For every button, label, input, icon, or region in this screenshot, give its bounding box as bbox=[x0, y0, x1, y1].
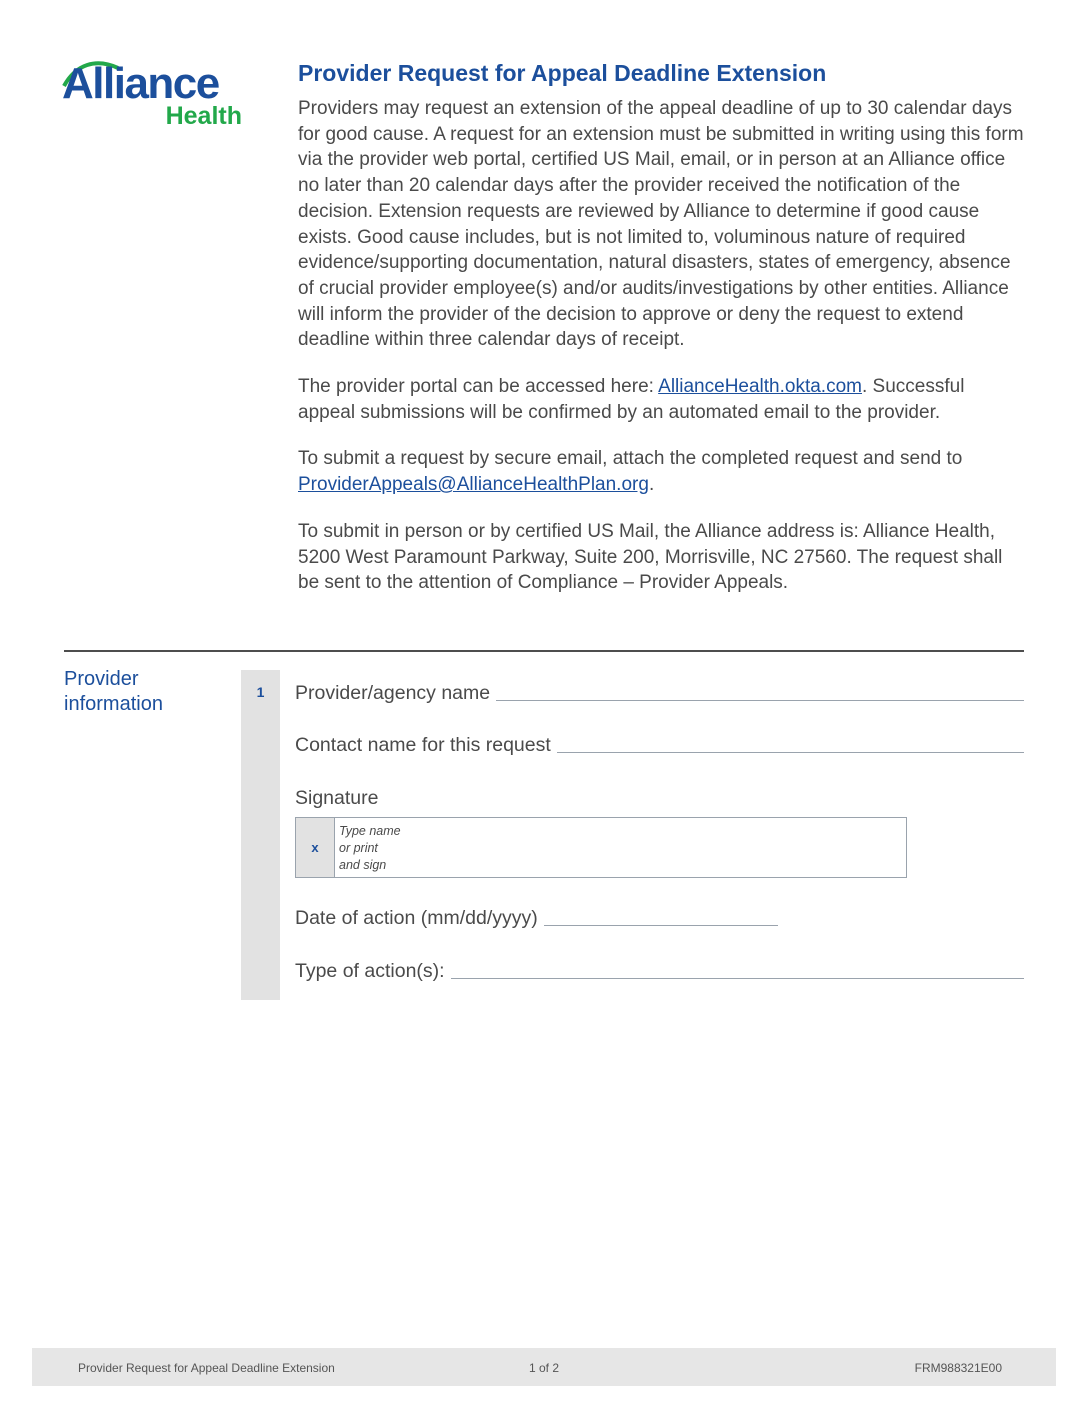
section-label-line-1: Provider bbox=[64, 668, 139, 690]
signature-hint-line-2: or print bbox=[339, 841, 378, 855]
footer-page-number: 1 of 2 bbox=[529, 1361, 560, 1375]
section-divider bbox=[64, 650, 1024, 652]
contact-name-label: Contact name for this request bbox=[295, 734, 551, 756]
alliance-health-logo bbox=[62, 58, 246, 130]
intro-paragraph-3 bbox=[298, 446, 1024, 497]
logo-wordmark: Alliance bbox=[62, 59, 219, 108]
intro-text bbox=[298, 96, 1024, 617]
signature-mark: x bbox=[296, 818, 335, 877]
step-gutter bbox=[241, 670, 280, 1000]
signature-hint-line-1: Type name bbox=[339, 824, 401, 838]
type-of-action-input-line[interactable] bbox=[451, 978, 1024, 979]
provider-name-field[interactable] bbox=[295, 682, 1024, 705]
page-footer bbox=[32, 1348, 1056, 1386]
signature-hint bbox=[335, 818, 401, 877]
type-of-action-label: Type of action(s): bbox=[295, 960, 445, 982]
portal-link[interactable]: AllianceHealth.okta.com bbox=[658, 376, 862, 398]
portal-text: The provider portal can be accessed here: bbox=[298, 376, 659, 398]
footer-form-code: FRM988321E00 bbox=[914, 1361, 1002, 1375]
date-of-action-field[interactable] bbox=[295, 907, 778, 930]
step-number: 1 bbox=[256, 684, 265, 700]
signature-hint-line-3: and sign bbox=[339, 858, 387, 872]
signature-label: Signature bbox=[295, 787, 379, 809]
section-label-line-2: information bbox=[64, 693, 163, 715]
email-text: To submit a request by secure email, attach the completed request and send to bbox=[298, 448, 963, 470]
contact-name-input-line[interactable] bbox=[557, 752, 1024, 753]
intro-paragraph-1: Providers may request an extension of the appeal deadline of up to 30 calendar days for good cause. A request for an extension must be submitted in writing using this form via the provider web portal, certified US Mail, email, or in person at an Alliance office no later than 20 calendar days after the provider received the notification of the decision. Extension requests are reviewed by Alliance to determine if good cause exists. Good cause includes, but is not limited to, voluminous nature of required evidence/supporting documentation, natural disasters, states of emergency, absence of crucial provider employee(s) and/or audits/investigations by other entities. Alliance will inform the provider of the decision to approve or deny the request to extend deadline within three calendar days of receipt. bbox=[298, 98, 1024, 351]
footer-title: Provider Request for Appeal Deadline Extension bbox=[78, 1361, 335, 1375]
intro-paragraph-4: To submit in person or by certified US Mail, the Alliance address is: Alliance Health, 5200 West Paramount Parkway, Suite 200, Morrisville, NC 27560. The request shall be sent to the attention of Compliance – Provider Appeals. bbox=[298, 520, 1003, 594]
section-label bbox=[64, 667, 214, 717]
portal-text-end: . Successful appeal submissions will be confirmed by an automated email to the provider. bbox=[298, 376, 965, 423]
contact-name-field[interactable] bbox=[295, 734, 1024, 757]
email-text-end: . bbox=[648, 474, 655, 496]
provider-name-label: Provider/agency name bbox=[295, 682, 491, 704]
date-of-action-input-line[interactable] bbox=[544, 925, 778, 926]
logo-subtitle: Health bbox=[165, 102, 242, 130]
page-title: Provider Request for Appeal Deadline Extension bbox=[298, 60, 827, 86]
intro-paragraph-2 bbox=[298, 374, 1024, 425]
email-link[interactable]: ProviderAppeals@AllianceHealthPlan.org bbox=[298, 474, 649, 496]
date-of-action-label: Date of action (mm/dd/yyyy) bbox=[295, 907, 538, 929]
provider-name-input-line[interactable] bbox=[496, 700, 1024, 701]
signature-box[interactable] bbox=[295, 817, 907, 878]
type-of-action-field[interactable] bbox=[295, 960, 1024, 983]
